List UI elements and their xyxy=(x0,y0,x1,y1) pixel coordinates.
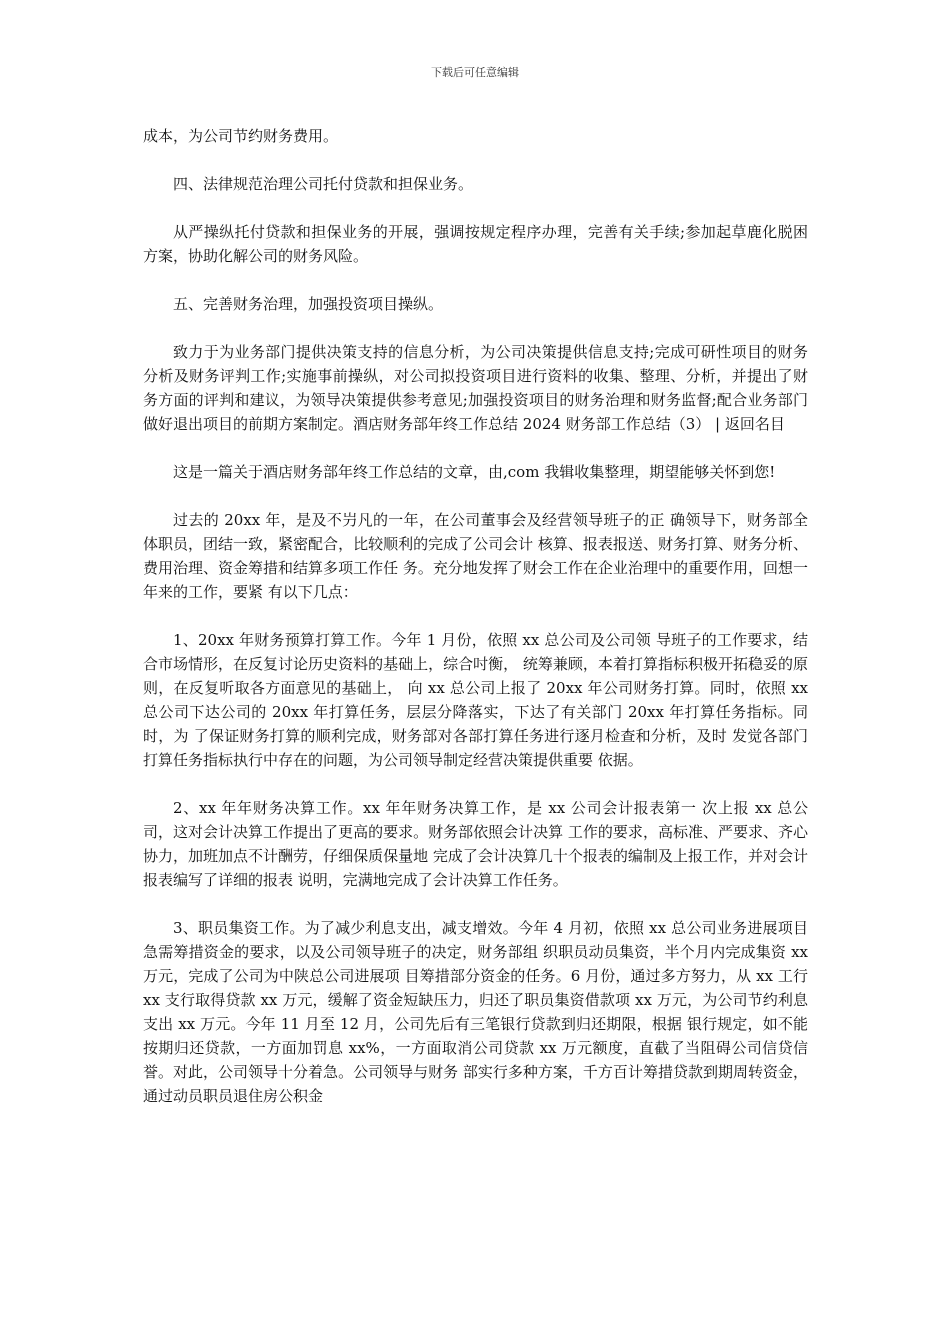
section-heading: 四、法律规范治理公司托付贷款和担保业务。 xyxy=(173,175,474,193)
paragraph: 1、20xx 年财务预算打算工作。今年 1 月份，依照 xx 总公司及公司领 导班子的工作要求，结合市场情形，在反复讨论历史资料的基础上，综合吋衡， 统筹兼顾，本着打算指标积极开拓稳妥的原则，在反复听取各方面意见的基础上， 向 xx 总公司上报了 20xx 年公司财务打算。同时，依照 xx 总公司下达公司的 20xx 年打算任务，层层分降落实，下达了有关部门 20xx 年打算任务指标。同时，为 了保证财务打算的顺利完成，财务部对各部打算任务进行逐月检查和分析，及时 发觉各部门打算任务指标执行中存在的问题，为公司领导制定经营决策提供重要 依据。 xyxy=(143,631,808,769)
document-body xyxy=(143,124,808,1108)
section-heading: 五、完善财务治理，加强投资项目操纵。 xyxy=(173,295,444,313)
paragraph: 这是一篇关于酒店财务部年终工作总结的文章，由,com 我辑收集整理，期望能够关怀到您! xyxy=(173,463,776,481)
paragraph: 3、职员集资工作。为了减少利息支出，减支增效。今年 4 月初，依照 xx 总公司业务进展项目急需筹措资金的要求，以及公司领导班子的决定，财务部组 织职员动员集资，半个月内完成集资 xx 万元，完成了公司为中陕总公司进展项 目筹措部分资金的任务。6 月份，通过多方努力，从 xx 工行 xx 支行取得贷款 xx 万元，缓解了资金短缺压力，归还了职员集资借款项 xx 万元，为公司节约利息 支出 xx 万元。今年 11 月至 12 月，公司先后有三笔银行贷款到归还期限，根据 银行规定，如不能按期归还贷款，一方面加罚息 xx%，一方面取消公司贷款 xx 万元额度，直截了当阻碍公司信贷信誉。对此，公司领导十分着急。公司领导与财务 部实行多种方案，千方百计筹措贷款到期周转资金，通过动员职员退住房公积金 xyxy=(143,919,808,1105)
paragraph: 2、xx 年年财务决算工作。xx 年年财务决算工作，是 xx 公司会计报表第一 次上报 xx 总公司，这对会计决算工作提出了更高的要求。财务部依照会计决算 工作的要求，高标准、严要求、齐心协力，加班加点不计酬劳，仔细保质保量地 完成了会计决算几十个报表的编制及上报工作，并对会计报表编写了详细的报表 说明，完满地完成了会计决算工作任务。 xyxy=(143,799,808,889)
paragraph: 从严操纵托付贷款和担保业务的开展，强调按规定程序办理，完善有关手续;参加起草鹿化脱困方案，协助化解公司的财务风险。 xyxy=(143,223,808,265)
paragraph: 过去的 20xx 年，是及不屶凡的一年，在公司董事会及经营领导班子的正 确领导下，财务部全体职员，团结一致，紧密配合，比较顺利的完成了公司会计 核算、报表报送、财务打算、财务分析、费用治理、资金筹措和结算多项工作任 务。充分地发挥了财会工作在企业治理中的重要作用，回想一年来的工作，要紧 有以下几点： xyxy=(143,511,808,601)
paragraph: 成本，为公司节约财务费用。 xyxy=(143,127,339,145)
paragraph: 致力于为业务部门提供决策支持的信息分析，为公司决策提供信息支持;完成可研性项目的财务分析及财务评判工作;实施事前操纵，对公司拟投资项目进行资料的收集、整理、分析，并提出了财务方面的评判和建议，为领导决策提供参考意见;加强投资项目的财务治理和财务监督;配合业务部门做好退出项目的前期方案制定。酒店财务部年终工作总结 2024 财务部工作总结（3） | 返回名目 xyxy=(143,343,808,433)
page-header: 下载后可任意编辑 xyxy=(431,66,519,79)
